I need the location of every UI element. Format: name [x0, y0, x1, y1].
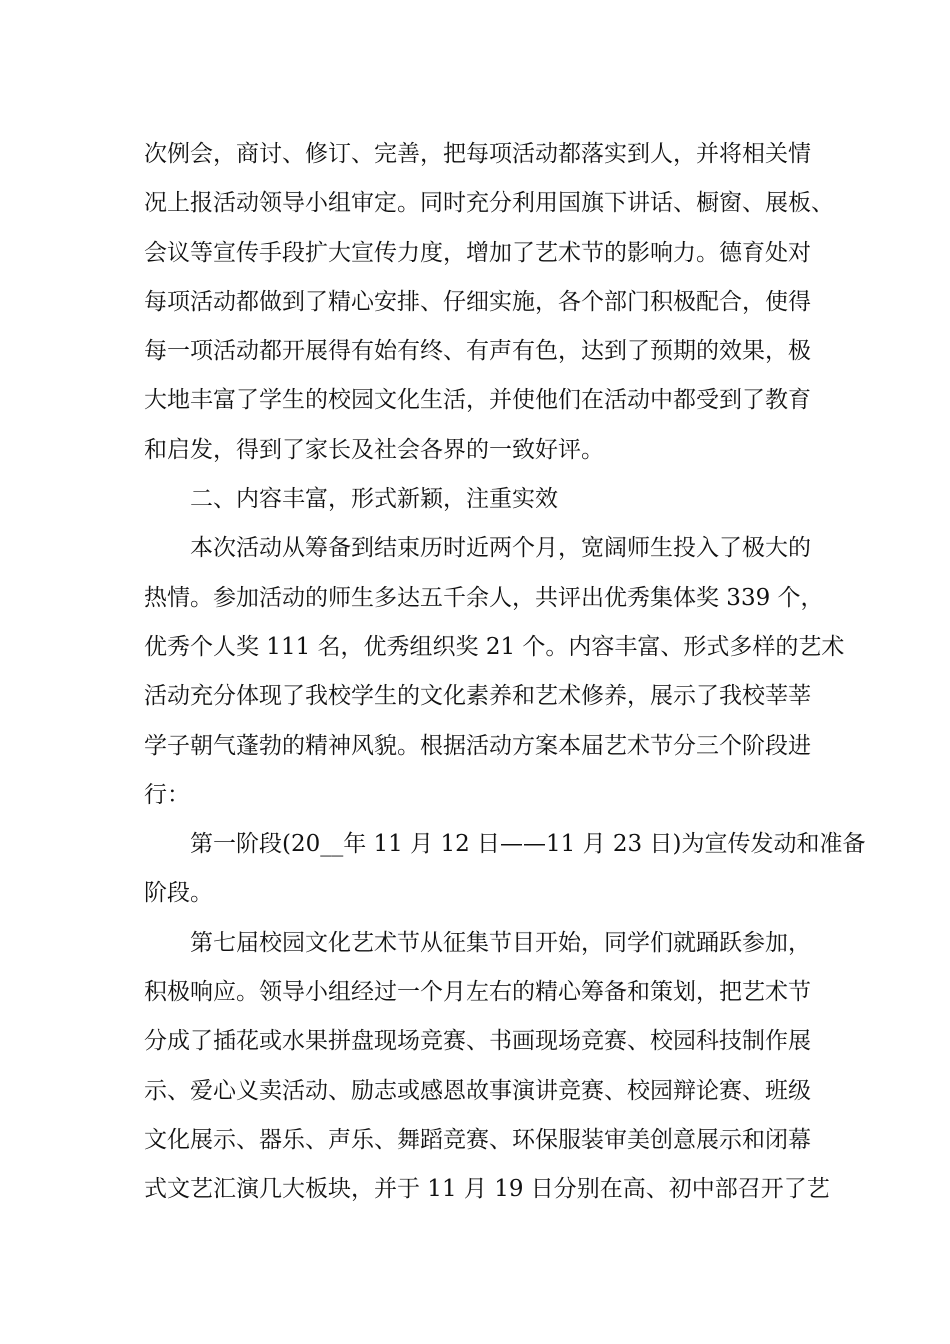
- text-line: 行：: [144, 781, 190, 808]
- text-line: 况上报活动领导小组审定。同时充分利用国旗下讲话、橱窗、展板、: [144, 190, 834, 217]
- paragraph-first-line: 第七届校园文化艺术节从征集节目开始，同学们就踊跃参加，: [190, 929, 811, 956]
- text-line: 积极响应。领导小组经过一个月左右的精心筹备和策划，把艺术节: [144, 979, 811, 1006]
- text-line: 大地丰富了学生的校园文化生活，并使他们在活动中都受到了教育: [144, 387, 811, 414]
- section-heading: 二、内容丰富，形式新颖，注重实效: [190, 486, 558, 513]
- text-line: 文化展示、器乐、声乐、舞蹈竞赛、环保服装审美创意展示和闭幕: [144, 1126, 811, 1153]
- text-line: 和启发，得到了家长及社会各界的一致好评。: [144, 436, 604, 463]
- text-line: 示、爱心义卖活动、励志或感恩故事演讲竞赛、校园辩论赛、班级: [144, 1077, 811, 1104]
- text-line: 次例会，商讨、修订、完善，把每项活动都落实到人，并将相关情: [144, 141, 811, 167]
- text-line: 分成了插花或水果拼盘现场竞赛、书画现场竞赛、校园科技制作展: [144, 1028, 811, 1055]
- text-line: 活动充分体现了我校学生的文化素养和艺术修养，展示了我校莘莘: [144, 683, 811, 710]
- text-line: 优秀个人奖 111 名，优秀组织奖 21 个。内容丰富、形式多样的艺术: [144, 633, 845, 660]
- text-line: 学子朝气蓬勃的精神风貌。根据活动方案本届艺术节分三个阶段进: [144, 732, 811, 759]
- text-line: 每一项活动都开展得有始有终、有声有色，达到了预期的效果，极: [144, 338, 811, 365]
- text-line: 每项活动都做到了精心安排、仔细实施，各个部门积极配合，使得: [144, 288, 811, 315]
- body-text: [144, 130, 866, 1215]
- paragraph-first-line: 第一阶段(20__年 11 月 12 日——11 月 23 日)为宣传发动和准备: [190, 831, 866, 858]
- text-line: 热情。参加活动的师生多达五千余人，共评出优秀集体奖 339 个，: [144, 584, 824, 611]
- text-line: 会议等宣传手段扩大宣传力度，增加了艺术节的影响力。德育处对: [144, 239, 811, 266]
- text-line: 阶段。: [144, 880, 213, 907]
- text-line: 式文艺汇演几大板块，并于 11 月 19 日分别在高、初中部召开了艺: [144, 1176, 830, 1203]
- paragraph-first-line: 本次活动从筹备到结束历时近两个月，宽阔师生投入了极大的: [190, 535, 811, 562]
